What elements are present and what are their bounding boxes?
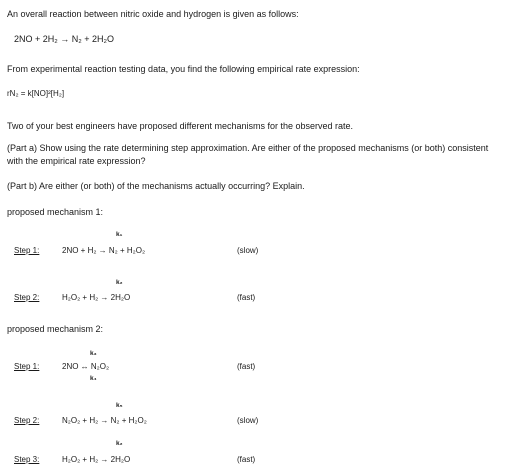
mech1-step2-reaction: H₂O₂ + H₂ → 2H₂O xyxy=(62,293,131,302)
mech2-step3-label: Step 3: xyxy=(14,455,40,464)
mech2-step3-speed: (fast) xyxy=(237,455,256,464)
mech1-step1-reaction: 2NO + H₂ → N₂ + H₂O₂ xyxy=(62,246,146,255)
mech1-step1-speed: (slow) xyxy=(237,246,259,255)
intro-text: An overall reaction between nitric oxide and hydrogen is given as follows: xyxy=(7,9,299,19)
mech2-step1-reverse-rate-constant: k₄ xyxy=(90,375,97,382)
mech1-step2-rate-constant: k₂ xyxy=(116,279,123,286)
mech2-step2-speed: (slow) xyxy=(237,416,259,425)
overall-reaction: 2NO + 2H₂ → N₂ + 2H₂O xyxy=(14,34,115,44)
mech1-step2-speed: (fast) xyxy=(237,293,256,302)
mechanism-2-title: proposed mechanism 2: xyxy=(7,324,104,334)
part-a-text: (Part a) Show using the rate determining step approximation. Are either of the proposed mechanisms (or both) consistent with the empirical rate expression? xyxy=(7,143,489,166)
mech2-step1-reaction: 2NO ↔ N₂O₂ xyxy=(62,362,110,371)
mech1-step2-label: Step 2: xyxy=(14,293,40,302)
rate-expression: rN₂ = k[NO]²[H₂] xyxy=(7,89,65,98)
part-b-text: (Part b) Are either (or both) of the mechanisms actually occurring? Explain. xyxy=(7,181,305,191)
mech2-step2-rate-constant: k₅ xyxy=(116,402,123,409)
mech2-step2-reaction: N₂O₂ + H₂ → N₂ + H₂O₂ xyxy=(62,416,147,425)
mech1-step1-label: Step 1: xyxy=(14,246,40,255)
mech2-step3-rate-constant: k₂ xyxy=(116,440,123,447)
mech1-step1-rate-constant: k₁ xyxy=(116,231,123,238)
mechanism-1-title: proposed mechanism 1: xyxy=(7,207,104,217)
mech2-step1-rate-constant: k₃ xyxy=(90,350,97,357)
mech2-step3-reaction: H₂O₂ + H₂ → 2H₂O xyxy=(62,455,131,464)
mech2-step2-label: Step 2: xyxy=(14,416,40,425)
engineers-text: Two of your best engineers have proposed different mechanisms for the observed rate. xyxy=(7,121,354,131)
data-intro-text: From experimental reaction testing data, you find the following empirical rate expression: xyxy=(7,64,360,74)
mech2-step1-speed: (fast) xyxy=(237,362,256,371)
mech2-step1-label: Step 1: xyxy=(14,362,40,371)
